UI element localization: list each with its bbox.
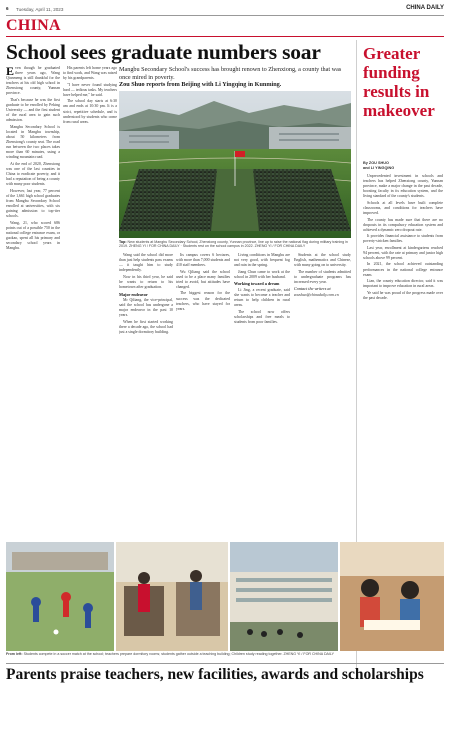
- main-headline: School sees graduate numbers soar: [6, 40, 321, 64]
- paragraph: Unprecedented investment in schools and teachers has helped Zhenxiong county, Yunnan province, make a major change in the past decade, boosting faculty in its education system, and the living standard of the county's students.: [363, 174, 443, 199]
- main-photo: [119, 91, 351, 238]
- caption-text: Students compete in a soccer match at the school; teachers prepare dormitory rooms; students gather outside a teaching building; Children study reading together. ZHENG YI / FOR CHINA DAILY: [23, 652, 335, 656]
- article-column-4: [176, 253, 230, 537]
- deck-byline: [119, 81, 351, 89]
- paragraph: His parents left home years ago to find work, and Wang was raised by his grandparents.: [63, 66, 117, 81]
- sidebar-headline: Greater funding results in makeover: [363, 44, 435, 120]
- article-column-1: [6, 66, 60, 416]
- article-column-5: [234, 253, 290, 537]
- paragraph: The school now offers scholarships and free meals to students from poor families.: [234, 309, 290, 324]
- photo-campus: [230, 542, 338, 651]
- paragraph: In 2021, the school achieved outstanding performances in the national college entrance exam.: [363, 262, 443, 277]
- masthead: [6, 4, 444, 16]
- photo-soccer: [6, 542, 114, 651]
- caption-label: From left:: [6, 652, 23, 656]
- paragraph: Jiang Chun came to work at the school in 2009 with her husband.: [234, 269, 290, 279]
- byline-coauthor: and LI YINGQING: [363, 165, 395, 170]
- paragraph: "I have never found studying hard — tedious tasks. My teachers have helped me," he said.: [63, 82, 117, 97]
- paragraph: Schools at all levels have built complete classrooms, and conditions for teachers have improved.: [363, 200, 443, 216]
- bottom-divider: [6, 663, 444, 664]
- paragraph: Wu Qiliang said the school used to be a place many families tried to avoid, but attitudes have changed.: [176, 269, 230, 289]
- deck-summary: Mangbu Secondary School's success has brought renown to Zhenxiong, a county that was once mired in poverty.: [119, 66, 342, 81]
- paragraph: Wang, 21, who scored 686 points out of a possible 750 in the national college entrance exam, or gaokao, spent all his primary and secondary school years in Mangbu.: [6, 220, 60, 251]
- section-divider: [6, 36, 444, 37]
- publication-name: CHINA DAILY: [406, 5, 444, 11]
- section-label: CHINA: [6, 17, 61, 34]
- second-headline: Parents praise teachers, new facilities, awards and scholarships: [6, 666, 424, 683]
- sidebar-byline: [363, 161, 394, 170]
- paragraph: That's because he was the first graduate to be enrolled by Peking University — and the first student of the rural area to gain such admission.: [6, 97, 60, 123]
- paragraph: ven though he graduated three years ago, Wang Qianmeng is still thankful for the teachers at his old high school in Zhenxiong county, Yunnan province.: [6, 66, 60, 96]
- byline-rest: reports from Beijing with Li Yingqing in Kunming.: [146, 81, 282, 89]
- contact-label: Contact the writers at: [294, 286, 331, 292]
- paragraph: Wang said the school did more than just help students pass exams — it taught him to study independently.: [119, 253, 173, 273]
- article-column-3: [119, 253, 173, 537]
- issue-date: Tuesday, April 11, 2023: [16, 6, 64, 12]
- paragraph: At the end of 2020, Zhenxiong was one of the last counties in China to eradicate poverty, and it had a reputation of being a county with many poor students.: [6, 161, 60, 187]
- subheading: Major endeavor: [119, 291, 148, 297]
- paragraph: Lian, the county education director, said it was important to improve education in rural areas.: [363, 279, 443, 289]
- photo-dormitory: [116, 542, 228, 651]
- subheading: Working toward a dream: [234, 281, 280, 287]
- campus-photo: [230, 542, 338, 651]
- paragraph: It provides financial assistance to students from poverty-stricken families.: [363, 234, 443, 244]
- flag-ceremony-photo: [119, 91, 351, 238]
- reading-photo: [340, 542, 444, 651]
- main-photo-caption: [119, 240, 351, 249]
- contact-email[interactable]: zoushuo@chinadaily.com.cn: [294, 292, 339, 297]
- photo-reading: [340, 542, 444, 651]
- caption-text: New students at Mangbu Secondary School, Zhenxiong county, Yunnan province, line up to raise the national flag during military training in 2019. ZHENG YI / FOR CHINA DAILY · Students rest on the school campus in 2022. ZHENG YI / FOR CHINA DAILY: [119, 240, 348, 249]
- article-deck: [119, 66, 351, 89]
- bottom-photos-caption: [6, 652, 444, 656]
- paragraph: The biggest reason for the success was the dedicated teachers, who have stayed for years.: [176, 291, 230, 311]
- paragraph: Its campus covers 6 hectares, with more than 7,000 students and 410 staff members.: [176, 253, 230, 268]
- paragraph: Students at the school study English, mathematics and Chinese, with many going on to university.: [294, 253, 351, 268]
- paragraph: However, last year, 77 percent of the 1,661 high school graduates from Mangbu Secondary School enrolled at universities, with six gaining admission to top-tier schools.: [6, 188, 60, 219]
- paragraph: The county has made sure that there are no dropouts in its compulsory education system and achieved a dynamic zero dropout rate.: [363, 217, 443, 232]
- article-column-2: [63, 66, 117, 526]
- paragraph: The school day starts at 6:30 am and ends at 10:30 pm. It is a strict, repetitive schedule, and is understood by students who come from rural areas.: [63, 99, 117, 124]
- paragraph: Now in his third year, he said he wants to return to his hometown after graduation.: [119, 274, 173, 289]
- paragraph: Mr Qiliang, the vice-principal, said the school has undergone a major endeavor in the past 10 years.: [119, 298, 173, 318]
- paragraph: Living conditions in Mangbu are not very good, with frequent fog and rain in the spring.: [234, 253, 290, 268]
- byline-author: Zou Shuo: [119, 81, 145, 89]
- paragraph: Last year, enrollment at kindergartens reached 94 percent, with the rate at primary and junior high schools above 99 percent.: [363, 245, 443, 260]
- dormitory-photo: [116, 542, 228, 651]
- drop-cap: E: [6, 66, 15, 78]
- paragraph: Li Jing, a recent graduate, said she wants to become a teacher and return to help children in rural areas.: [234, 287, 290, 308]
- paragraph: When he first started working there a decade ago, the school had just a single dormitory building.: [119, 319, 173, 334]
- paragraph: Mangbu Secondary School is located in Mangbu township, about 50 kilometers from Zhenxiong's county seat. The road run between the two places takes more than 60 minutes, using a winding mountain road.: [6, 124, 60, 160]
- paragraph: The number of students admitted to undergraduate programs has increased every year.: [294, 269, 351, 284]
- paragraph: Ye said he was proud of the progress made over the past decade.: [363, 290, 443, 300]
- caption-label: Top:: [119, 240, 127, 244]
- byline-author: By ZOU SHUO: [363, 161, 389, 165]
- page-number: 6: [6, 6, 9, 11]
- article-column-6: [294, 253, 351, 537]
- soccer-photo: [6, 542, 114, 651]
